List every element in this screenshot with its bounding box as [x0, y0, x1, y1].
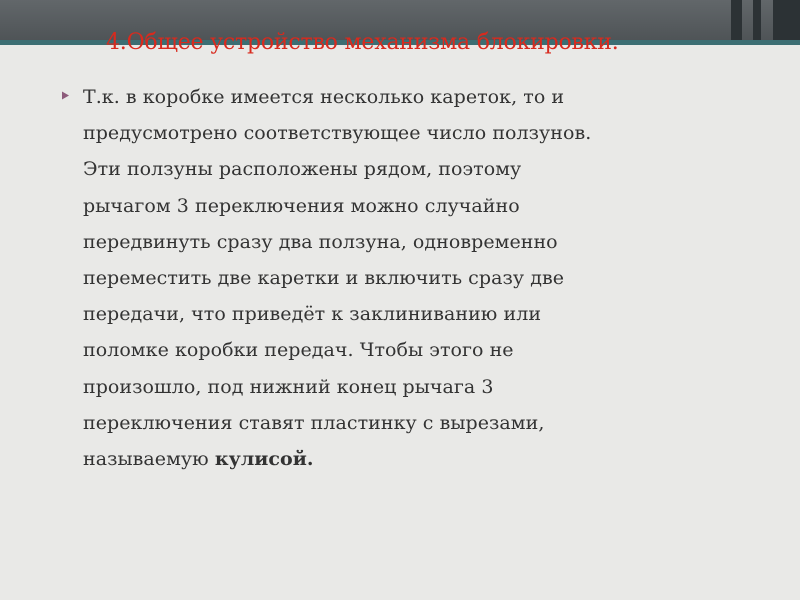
- bullet-text-line: произошло, под нижний конец рычага 3: [83, 375, 494, 398]
- bullet-text-last-line: [83, 441, 776, 477]
- bullet-text-line: рычагом 3 переключения можно случайно: [83, 194, 520, 217]
- emphasized-term: кулисой.: [214, 448, 314, 471]
- last-line-prefix: называемую: [83, 448, 215, 471]
- slide-content: [61, 79, 776, 477]
- slide-title: 4.Общее устройство механизма блокировки.: [106, 30, 619, 55]
- bullet-item: [61, 79, 776, 477]
- bullet-text-line: Эти ползуны расположены рядом, поэтому: [83, 158, 522, 181]
- bullet-text-line: передвинуть сразу два ползуна, одновременно: [83, 230, 558, 253]
- bullet-text-line: передачи, что приведёт к заклиниванию или: [83, 303, 542, 326]
- bullet-text-line: переместить две каретки и включить сразу две: [83, 267, 564, 290]
- bullet-text-line: поломке коробки передач. Чтобы этого не: [83, 339, 514, 362]
- bullet-text-line: Т.к. в коробке имеется несколько кареток, то и: [83, 86, 565, 108]
- triangle-bullet-icon: [61, 91, 70, 100]
- bullet-text-line: переключения ставят пластинку с вырезами,: [83, 411, 545, 434]
- bullet-text: [83, 79, 776, 477]
- bullet-text-line: предусмотрено соответствующее число ползунов.: [83, 122, 592, 145]
